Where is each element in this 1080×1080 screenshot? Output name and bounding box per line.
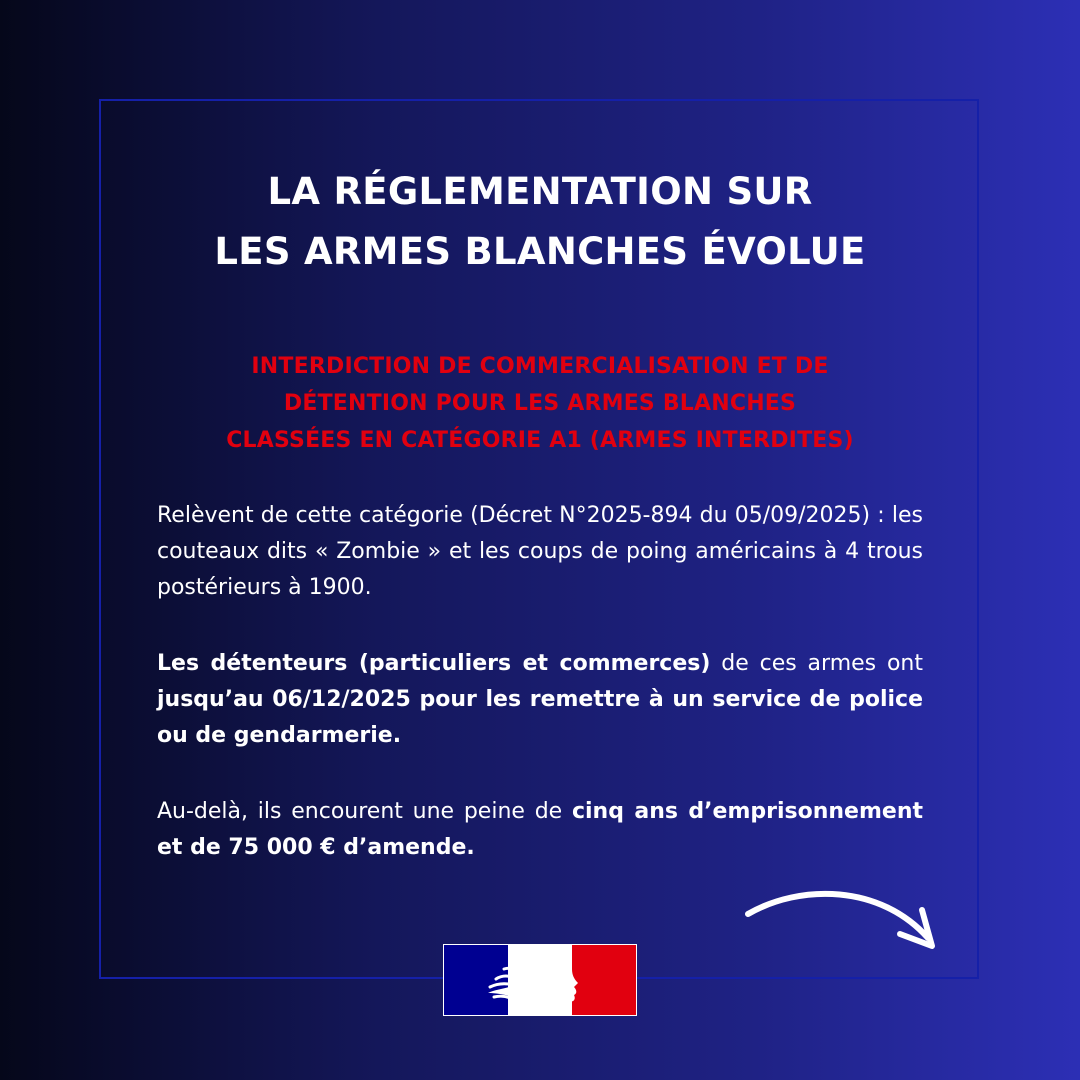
deadline-bold: jusqu’au 06/12/2025 pour les remettre à un service de police ou de gendarmerie.	[157, 687, 923, 748]
marianne-logo	[443, 944, 637, 1016]
paragraph-category	[157, 498, 923, 606]
subtitle-line-2: DÉTENTION POUR LES ARMES BLANCHES	[283, 391, 797, 416]
holders-bold: Les détenteurs (particuliers et commerces)	[157, 651, 711, 676]
subtitle	[150, 348, 930, 459]
penalty-bold: cinq ans d’emprisonnement et de 75 000 € d’amende.	[157, 799, 923, 860]
subtitle-line-3: CLASSÉES EN CATÉGORIE A1 (ARMES INTERDITES)	[226, 428, 854, 453]
subtitle-line-1: INTERDICTION DE COMMERCIALISATION ET DE	[251, 354, 829, 379]
title-line-1: LA RÉGLEMENTATION SUR	[267, 170, 813, 213]
penalty-text: Au-delà, ils encourent une peine de	[157, 799, 572, 824]
curved-arrow-icon	[740, 880, 950, 960]
title-line-2: LES ARMES BLANCHES ÉVOLUE	[214, 230, 866, 273]
page-title	[150, 162, 930, 282]
marianne-profile-icon	[444, 945, 637, 1016]
holders-text: de ces armes ont	[710, 651, 923, 676]
paragraph-penalty	[157, 794, 923, 866]
paragraph-category-text: Relèvent de cette catégorie (Décret N°2025-894 du 05/09/2025) : les couteaux dits « Zombie » et les coups de poing américains à 4 trous postérieurs à 1900.	[157, 503, 923, 600]
paragraph-holders	[157, 646, 923, 754]
